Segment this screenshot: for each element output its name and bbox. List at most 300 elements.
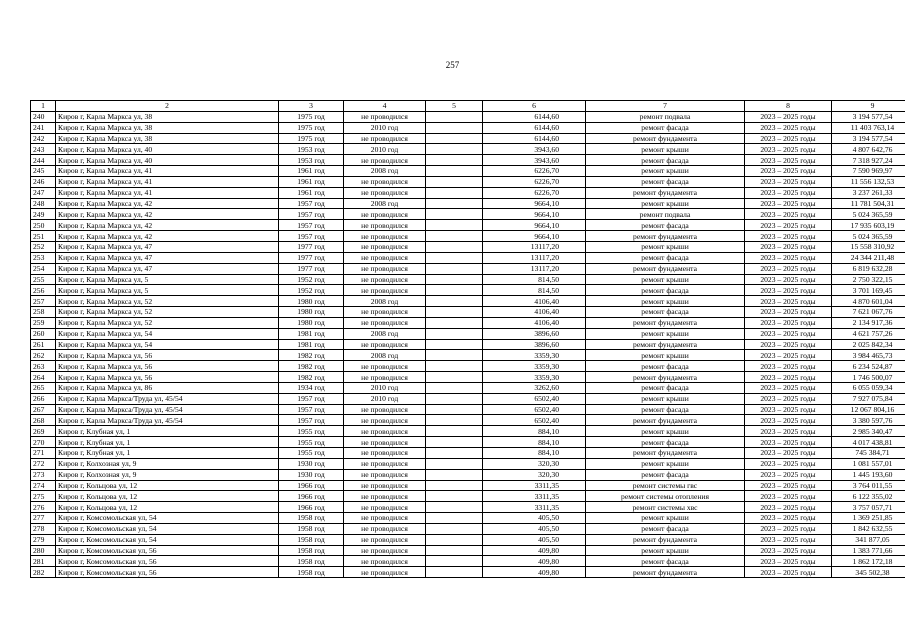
address: Киров г, Карла Маркса ул, 5 — [56, 285, 279, 296]
empty-cell — [426, 361, 483, 372]
repair-period: 2023 – 2025 годы — [745, 513, 832, 524]
last-repair-year: не проводился — [344, 274, 426, 285]
work-type: ремонт крыши — [586, 513, 745, 524]
column-header-2: 2 — [56, 101, 279, 112]
row-number: 249 — [31, 209, 56, 220]
address: Киров г, Комсомольская ул, 56 — [56, 556, 279, 567]
work-type: ремонт крыши — [586, 274, 745, 285]
total-area: 6502,40 — [483, 404, 586, 415]
address: Киров г, Карла Маркса ул, 38 — [56, 133, 279, 144]
total-area: 814,50 — [483, 274, 586, 285]
empty-cell — [426, 122, 483, 133]
column-header-5: 5 — [426, 101, 483, 112]
row-number: 243 — [31, 144, 56, 155]
repair-period: 2023 – 2025 годы — [745, 382, 832, 393]
cost: 3 380 597,76 — [832, 415, 905, 426]
work-type: ремонт фасада — [586, 556, 745, 567]
row-number: 267 — [31, 404, 56, 415]
total-area: 9664,10 — [483, 231, 586, 242]
cost: 1 842 632,55 — [832, 523, 905, 534]
build-year: 1958 год — [279, 513, 344, 524]
empty-cell — [426, 567, 483, 578]
build-year: 1957 год — [279, 415, 344, 426]
table-row — [31, 404, 905, 415]
build-year: 1957 год — [279, 404, 344, 415]
build-year: 1952 год — [279, 274, 344, 285]
repair-period: 2023 – 2025 годы — [745, 187, 832, 198]
build-year: 1958 год — [279, 556, 344, 567]
total-area: 3262,60 — [483, 382, 586, 393]
last-repair-year: не проводился — [344, 404, 426, 415]
empty-cell — [426, 317, 483, 328]
last-repair-year: не проводился — [344, 458, 426, 469]
total-area: 13117,20 — [483, 263, 586, 274]
repair-period: 2023 – 2025 годы — [745, 534, 832, 545]
empty-cell — [426, 480, 483, 491]
last-repair-year: не проводился — [344, 133, 426, 144]
column-header-7: 7 — [586, 101, 745, 112]
total-area: 6226,70 — [483, 176, 586, 187]
cost: 4 017 438,81 — [832, 437, 905, 448]
row-number: 251 — [31, 231, 56, 242]
repair-period: 2023 – 2025 годы — [745, 317, 832, 328]
total-area: 409,80 — [483, 556, 586, 567]
table-row — [31, 502, 905, 513]
last-repair-year: 2008 год — [344, 350, 426, 361]
row-number: 271 — [31, 448, 56, 459]
empty-cell — [426, 144, 483, 155]
row-number: 255 — [31, 274, 56, 285]
build-year: 1934 год — [279, 382, 344, 393]
build-year: 1930 год — [279, 458, 344, 469]
address: Киров г, Карла Маркса ул, 5 — [56, 274, 279, 285]
row-number: 261 — [31, 339, 56, 350]
table-row — [31, 361, 905, 372]
repair-period: 2023 – 2025 годы — [745, 426, 832, 437]
total-area: 409,80 — [483, 567, 586, 578]
repair-period: 2023 – 2025 годы — [745, 469, 832, 480]
build-year: 1957 год — [279, 209, 344, 220]
total-area: 3359,30 — [483, 372, 586, 383]
row-number: 259 — [31, 317, 56, 328]
cost: 24 344 211,48 — [832, 252, 905, 263]
last-repair-year: не проводился — [344, 339, 426, 350]
table-row — [31, 241, 905, 252]
repair-period: 2023 – 2025 годы — [745, 567, 832, 578]
last-repair-year: не проводился — [344, 209, 426, 220]
address: Киров г, Комсомольская ул, 54 — [56, 523, 279, 534]
last-repair-year: не проводился — [344, 252, 426, 263]
row-number: 257 — [31, 296, 56, 307]
empty-cell — [426, 415, 483, 426]
last-repair-year: не проводился — [344, 231, 426, 242]
total-area: 405,50 — [483, 513, 586, 524]
last-repair-year: не проводился — [344, 372, 426, 383]
table-row — [31, 458, 905, 469]
table-row — [31, 469, 905, 480]
cost: 3 194 577,54 — [832, 111, 905, 122]
row-number: 266 — [31, 393, 56, 404]
last-repair-year: не проводился — [344, 448, 426, 459]
row-number: 241 — [31, 122, 56, 133]
total-area: 884,10 — [483, 448, 586, 459]
address: Киров г, Клубная ул, 1 — [56, 448, 279, 459]
build-year: 1955 год — [279, 448, 344, 459]
table-row — [31, 166, 905, 177]
last-repair-year: не проводился — [344, 285, 426, 296]
row-number: 242 — [31, 133, 56, 144]
cost: 3 237 261,33 — [832, 187, 905, 198]
row-number: 256 — [31, 285, 56, 296]
repair-period: 2023 – 2025 годы — [745, 372, 832, 383]
total-area: 814,50 — [483, 285, 586, 296]
cost: 5 024 365,59 — [832, 209, 905, 220]
empty-cell — [426, 155, 483, 166]
last-repair-year: 2008 год — [344, 166, 426, 177]
last-repair-year: не проводился — [344, 513, 426, 524]
table-row — [31, 437, 905, 448]
last-repair-year: не проводился — [344, 545, 426, 556]
last-repair-year: 2010 год — [344, 393, 426, 404]
build-year: 1953 год — [279, 144, 344, 155]
table-row — [31, 252, 905, 263]
table-row — [31, 328, 905, 339]
cost: 2 025 842,34 — [832, 339, 905, 350]
empty-cell — [426, 469, 483, 480]
work-type: ремонт фасада — [586, 361, 745, 372]
row-number: 262 — [31, 350, 56, 361]
column-header-6: 6 — [483, 101, 586, 112]
work-type: ремонт системы отопления — [586, 491, 745, 502]
repair-period: 2023 – 2025 годы — [745, 556, 832, 567]
row-number: 276 — [31, 502, 56, 513]
row-number: 254 — [31, 263, 56, 274]
build-year: 1980 год — [279, 296, 344, 307]
empty-cell — [426, 513, 483, 524]
build-year: 1958 год — [279, 534, 344, 545]
last-repair-year: не проводился — [344, 556, 426, 567]
total-area: 9664,10 — [483, 198, 586, 209]
work-type: ремонт фасада — [586, 155, 745, 166]
work-type: ремонт фундамента — [586, 263, 745, 274]
address: Киров г, Карла Маркса ул, 41 — [56, 187, 279, 198]
work-type: ремонт крыши — [586, 393, 745, 404]
total-area: 3311,35 — [483, 502, 586, 513]
total-area: 409,80 — [483, 545, 586, 556]
row-number: 252 — [31, 241, 56, 252]
build-year: 1982 год — [279, 350, 344, 361]
last-repair-year: не проводился — [344, 469, 426, 480]
table-row — [31, 339, 905, 350]
repair-period: 2023 – 2025 годы — [745, 393, 832, 404]
cost: 4 807 642,76 — [832, 144, 905, 155]
cost: 1 445 193,60 — [832, 469, 905, 480]
work-type: ремонт крыши — [586, 166, 745, 177]
work-type: ремонт фасада — [586, 382, 745, 393]
empty-cell — [426, 382, 483, 393]
empty-cell — [426, 241, 483, 252]
total-area: 9664,10 — [483, 220, 586, 231]
last-repair-year: 2010 год — [344, 122, 426, 133]
last-repair-year: не проводился — [344, 502, 426, 513]
work-type: ремонт фасада — [586, 122, 745, 133]
empty-cell — [426, 328, 483, 339]
address: Киров г, Карла Маркса ул, 54 — [56, 328, 279, 339]
last-repair-year: не проводился — [344, 491, 426, 502]
total-area: 4106,40 — [483, 296, 586, 307]
total-area: 13117,20 — [483, 252, 586, 263]
address: Киров г, Комсомольская ул, 54 — [56, 513, 279, 524]
cost: 341 877,05 — [832, 534, 905, 545]
work-type: ремонт подвала — [586, 111, 745, 122]
build-year: 1930 год — [279, 469, 344, 480]
total-area: 4106,40 — [483, 307, 586, 318]
table-row — [31, 274, 905, 285]
row-number: 278 — [31, 523, 56, 534]
work-type: ремонт фундамента — [586, 415, 745, 426]
cost: 4 870 601,04 — [832, 296, 905, 307]
total-area: 3943,60 — [483, 155, 586, 166]
cost: 1 383 771,66 — [832, 545, 905, 556]
build-year: 1955 год — [279, 437, 344, 448]
repair-period: 2023 – 2025 годы — [745, 155, 832, 166]
table-row — [31, 111, 905, 122]
last-repair-year: не проводился — [344, 111, 426, 122]
empty-cell — [426, 111, 483, 122]
address: Киров г, Карла Маркса ул, 38 — [56, 122, 279, 133]
cost: 2 134 917,36 — [832, 317, 905, 328]
empty-cell — [426, 491, 483, 502]
build-year: 1957 год — [279, 198, 344, 209]
cost: 345 502,38 — [832, 567, 905, 578]
table-row — [31, 231, 905, 242]
total-area: 6502,40 — [483, 415, 586, 426]
address: Киров г, Карла Маркса ул, 52 — [56, 296, 279, 307]
total-area: 405,50 — [483, 523, 586, 534]
last-repair-year: 2008 год — [344, 296, 426, 307]
build-year: 1977 год — [279, 241, 344, 252]
row-number: 253 — [31, 252, 56, 263]
table-row — [31, 176, 905, 187]
build-year: 1982 год — [279, 361, 344, 372]
repair-period: 2023 – 2025 годы — [745, 545, 832, 556]
build-year: 1955 год — [279, 426, 344, 437]
empty-cell — [426, 534, 483, 545]
work-type: ремонт фасада — [586, 437, 745, 448]
row-number: 245 — [31, 166, 56, 177]
repair-program-table — [30, 100, 905, 578]
address: Киров г, Карла Маркса ул, 86 — [56, 382, 279, 393]
build-year: 1966 год — [279, 480, 344, 491]
last-repair-year: не проводился — [344, 426, 426, 437]
column-header-9: 9 — [832, 101, 905, 112]
repair-period: 2023 – 2025 годы — [745, 285, 832, 296]
address: Киров г, Карла Маркса ул, 42 — [56, 220, 279, 231]
repair-period: 2023 – 2025 годы — [745, 437, 832, 448]
empty-cell — [426, 263, 483, 274]
row-number: 264 — [31, 372, 56, 383]
row-number: 263 — [31, 361, 56, 372]
build-year: 1982 год — [279, 372, 344, 383]
address: Киров г, Карла Маркса ул, 56 — [56, 372, 279, 383]
work-type: ремонт фасада — [586, 176, 745, 187]
table-row — [31, 480, 905, 491]
total-area: 3359,30 — [483, 361, 586, 372]
address: Киров г, Карла Маркса ул, 42 — [56, 209, 279, 220]
cost: 7 927 075,84 — [832, 393, 905, 404]
row-number: 246 — [31, 176, 56, 187]
total-area: 3943,60 — [483, 144, 586, 155]
table-row — [31, 545, 905, 556]
row-number: 248 — [31, 198, 56, 209]
total-area: 13117,20 — [483, 241, 586, 252]
repair-period: 2023 – 2025 годы — [745, 111, 832, 122]
column-header-4: 4 — [344, 101, 426, 112]
cost: 5 024 365,59 — [832, 231, 905, 242]
repair-period: 2023 – 2025 годы — [745, 252, 832, 263]
row-number: 277 — [31, 513, 56, 524]
build-year: 1958 год — [279, 523, 344, 534]
empty-cell — [426, 523, 483, 534]
row-number: 250 — [31, 220, 56, 231]
table-row — [31, 350, 905, 361]
cost: 1 081 557,01 — [832, 458, 905, 469]
work-type: ремонт фасада — [586, 307, 745, 318]
address: Киров г, Клубная ул, 1 — [56, 426, 279, 437]
total-area: 9664,10 — [483, 209, 586, 220]
row-number: 265 — [31, 382, 56, 393]
total-area: 405,50 — [483, 534, 586, 545]
work-type: ремонт фундамента — [586, 317, 745, 328]
total-area: 3311,35 — [483, 491, 586, 502]
cost: 6 819 632,28 — [832, 263, 905, 274]
empty-cell — [426, 285, 483, 296]
table-row — [31, 198, 905, 209]
cost: 3 701 169,45 — [832, 285, 905, 296]
address: Киров г, Комсомольская ул, 54 — [56, 534, 279, 545]
row-number: 279 — [31, 534, 56, 545]
empty-cell — [426, 231, 483, 242]
empty-cell — [426, 404, 483, 415]
cost: 2 985 340,47 — [832, 426, 905, 437]
row-number: 273 — [31, 469, 56, 480]
empty-cell — [426, 209, 483, 220]
address: Киров г, Кольцова ул, 12 — [56, 502, 279, 513]
table-row — [31, 133, 905, 144]
address: Киров г, Карла Маркса ул, 47 — [56, 263, 279, 274]
work-type: ремонт крыши — [586, 144, 745, 155]
repair-period: 2023 – 2025 годы — [745, 263, 832, 274]
empty-cell — [426, 220, 483, 231]
total-area: 6144,60 — [483, 111, 586, 122]
cost: 12 067 804,16 — [832, 404, 905, 415]
total-area: 4106,40 — [483, 317, 586, 328]
address: Киров г, Карла Маркса ул, 54 — [56, 339, 279, 350]
work-type: ремонт фундамента — [586, 567, 745, 578]
total-area: 6226,70 — [483, 166, 586, 177]
address: Киров г, Карла Маркса ул, 47 — [56, 241, 279, 252]
work-type: ремонт фасада — [586, 220, 745, 231]
build-year: 1961 год — [279, 187, 344, 198]
repair-period: 2023 – 2025 годы — [745, 144, 832, 155]
cost: 11 556 132,53 — [832, 176, 905, 187]
empty-cell — [426, 350, 483, 361]
build-year: 1958 год — [279, 567, 344, 578]
work-type: ремонт фундамента — [586, 448, 745, 459]
build-year: 1975 год — [279, 122, 344, 133]
last-repair-year: не проводился — [344, 567, 426, 578]
table-row — [31, 144, 905, 155]
cost: 11 781 504,31 — [832, 198, 905, 209]
total-area: 884,10 — [483, 426, 586, 437]
repair-period: 2023 – 2025 годы — [745, 491, 832, 502]
empty-cell — [426, 133, 483, 144]
address: Киров г, Карла Маркса ул, 56 — [56, 361, 279, 372]
repair-period: 2023 – 2025 годы — [745, 361, 832, 372]
repair-period: 2023 – 2025 годы — [745, 231, 832, 242]
row-number: 275 — [31, 491, 56, 502]
build-year: 1981 год — [279, 328, 344, 339]
row-number: 280 — [31, 545, 56, 556]
last-repair-year: 2008 год — [344, 198, 426, 209]
build-year: 1977 год — [279, 263, 344, 274]
address: Киров г, Карла Маркса ул, 52 — [56, 307, 279, 318]
address: Киров г, Комсомольская ул, 56 — [56, 567, 279, 578]
cost: 6 122 355,02 — [832, 491, 905, 502]
row-number: 272 — [31, 458, 56, 469]
empty-cell — [426, 458, 483, 469]
cost: 2 750 322,15 — [832, 274, 905, 285]
build-year: 1980 год — [279, 317, 344, 328]
table-row — [31, 263, 905, 274]
total-area: 6502,40 — [483, 393, 586, 404]
last-repair-year: 2010 год — [344, 382, 426, 393]
table-body — [31, 101, 905, 578]
cost: 3 757 057,71 — [832, 502, 905, 513]
last-repair-year: не проводился — [344, 480, 426, 491]
cost: 7 590 969,97 — [832, 166, 905, 177]
repair-period: 2023 – 2025 годы — [745, 448, 832, 459]
build-year: 1957 год — [279, 220, 344, 231]
cost: 1 369 251,85 — [832, 513, 905, 524]
work-type: ремонт крыши — [586, 241, 745, 252]
total-area: 3896,60 — [483, 339, 586, 350]
address: Киров г, Карла Маркса ул, 42 — [56, 231, 279, 242]
total-area: 3311,35 — [483, 480, 586, 491]
row-number: 281 — [31, 556, 56, 567]
empty-cell — [426, 307, 483, 318]
build-year: 1980 год — [279, 307, 344, 318]
address: Киров г, Колхозная ул, 9 — [56, 458, 279, 469]
repair-period: 2023 – 2025 годы — [745, 241, 832, 252]
address: Киров г, Карла Маркса ул, 38 — [56, 111, 279, 122]
work-type: ремонт подвала — [586, 209, 745, 220]
address: Киров г, Карла Маркса/Труда ул, 45/54 — [56, 415, 279, 426]
work-type: ремонт фасада — [586, 285, 745, 296]
empty-cell — [426, 502, 483, 513]
empty-cell — [426, 274, 483, 285]
build-year: 1952 год — [279, 285, 344, 296]
row-number: 269 — [31, 426, 56, 437]
work-type: ремонт фундамента — [586, 372, 745, 383]
row-number: 274 — [31, 480, 56, 491]
total-area: 3896,60 — [483, 328, 586, 339]
last-repair-year: 2008 год — [344, 328, 426, 339]
row-number: 244 — [31, 155, 56, 166]
work-type: ремонт фундамента — [586, 133, 745, 144]
page-number: 257 — [445, 60, 460, 70]
empty-cell — [426, 426, 483, 437]
